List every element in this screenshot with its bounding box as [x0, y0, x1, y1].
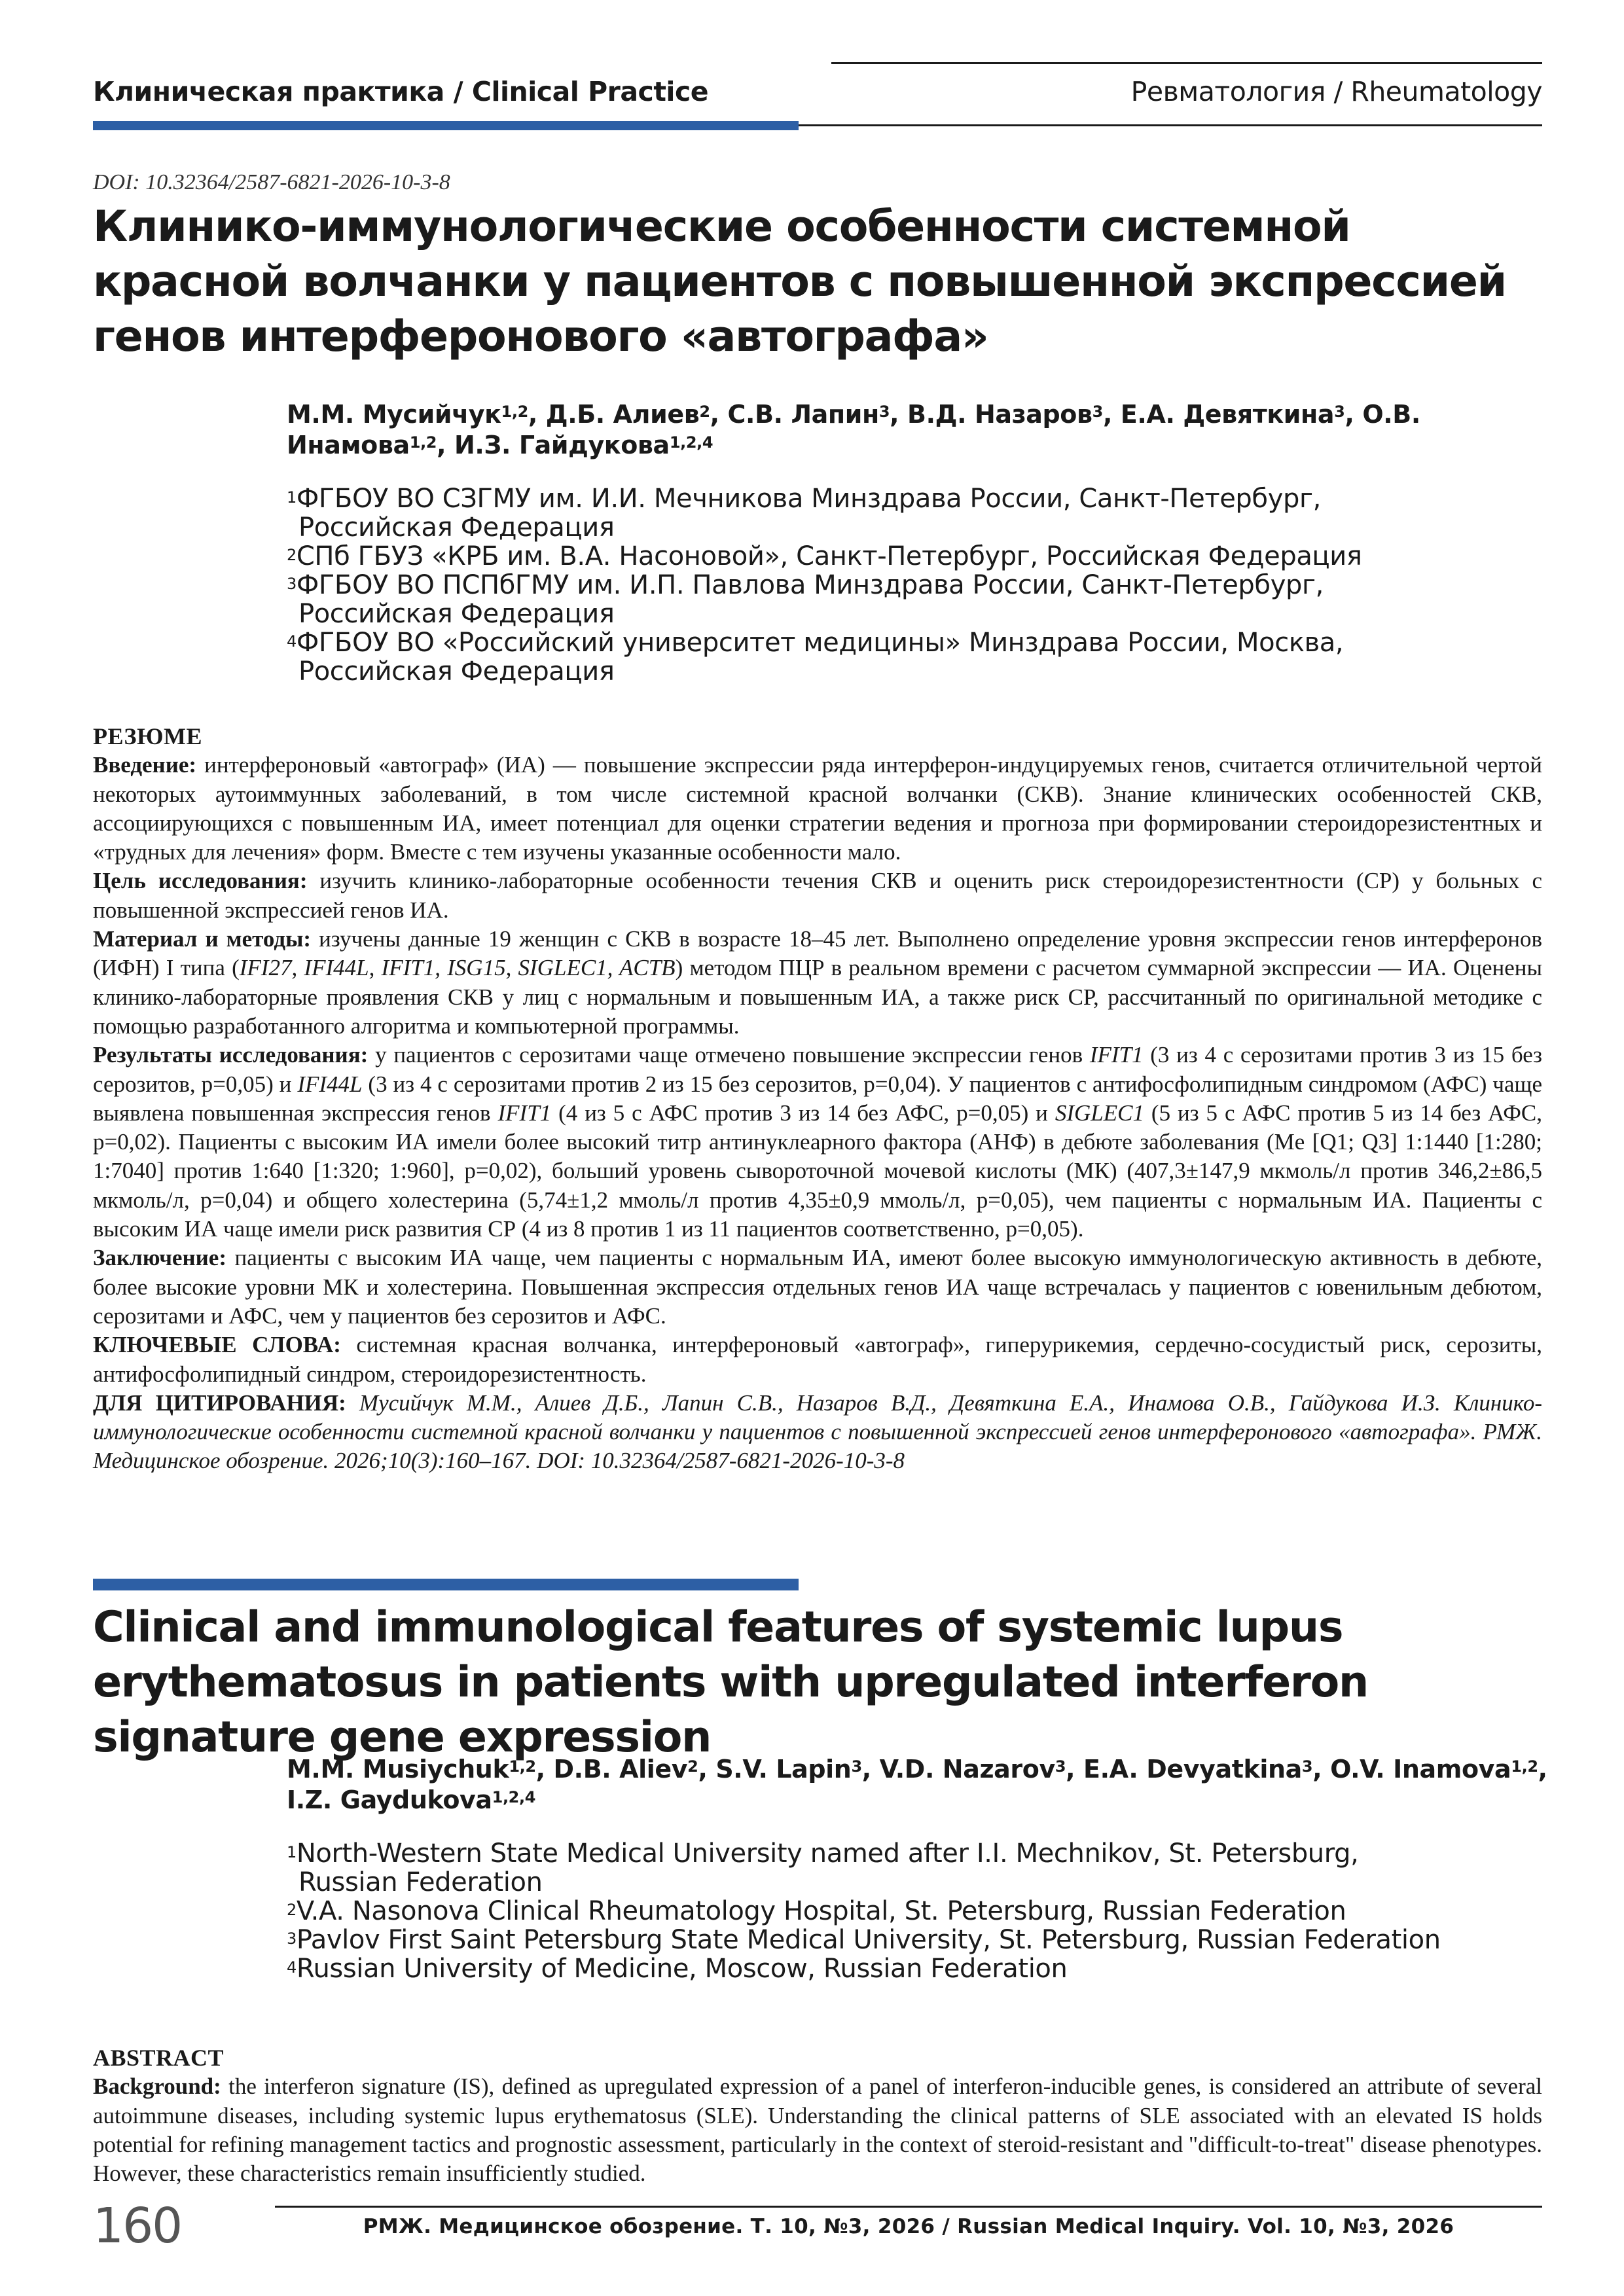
author-affiliation-index: 3: [851, 1757, 862, 1776]
abstract-heading-ru: РЕЗЮМЕ: [93, 723, 202, 749]
affiliation: [287, 484, 1550, 513]
affiliation: [287, 1926, 1550, 1954]
author: С.В. Лапин$^3$,: [727, 400, 908, 429]
author: М.М. Мусийчук$^{1,2}$,: [287, 400, 546, 429]
author-name: E.A. Devyatkina: [1083, 1755, 1302, 1784]
affiliation-text-continued: Российская Федерация: [298, 512, 615, 543]
abstract-intro: Введение: интерфероновый «автограф» (ИА) — повышение экспрессии ряда интерферон-индуцируемых генов, считается отличительной чертой некоторых аутоиммунных заболеваний, в том числе системной красной волчанки (СКВ). Знание клинических особенностей СКВ, ассоциирующихся с повышенным ИА, имеет потенциал для оценки стратегии ведения и прогноза при формировании стероидорезистентных и «трудных для лечения» форм. Вместе с тем изучены указанные особенности мало.: [93, 752, 1542, 865]
author-affiliation-index: 3: [1334, 403, 1345, 421]
affiliation-text-continued: Российская Федерация: [298, 656, 615, 687]
abstract-heading-en: ABSTRACT: [93, 2045, 225, 2071]
authors-en: [287, 1754, 1550, 1816]
doi: DOI: 10.32364/2587-6821-2026-10-3-8: [93, 170, 450, 194]
section-label-left: Клиническая практика / Clinical Practice: [93, 76, 709, 107]
author-affiliation-index: 3: [878, 403, 890, 421]
page-number: 160: [93, 2198, 182, 2254]
affiliation-text: V.A. Nasonova Clinical Rheumatology Hospital, St. Petersburg, Russian Federation: [296, 1896, 1346, 1926]
affiliation-index: 2: [287, 1901, 297, 1919]
author: В.Д. Назаров$^3$,: [907, 400, 1121, 429]
journal-citation-footer: РМЖ. Медицинское обозрение. Т. 10, №3, 2026 / Russian Medical Inquiry. Vol. 10, №3, 2026: [363, 2215, 1454, 2238]
affiliation: [287, 628, 1550, 657]
affiliation-index: 1: [287, 488, 297, 507]
section-divider-bar: [93, 1579, 799, 1590]
affiliation: [287, 1897, 1550, 1926]
author-name: O.V. Inamova: [1330, 1755, 1511, 1784]
author: S.V. Lapin$^3$,: [715, 1755, 880, 1784]
author-name: С.В. Лапин: [727, 400, 879, 429]
affiliation-index: 3: [287, 575, 297, 593]
affiliation-text-continued: Russian Federation: [298, 1867, 543, 1897]
author: D.B. Aliev$^2$,: [553, 1755, 716, 1784]
author: [287, 1785, 535, 1814]
affiliation-text: СПб ГБУЗ «КРБ им. В.А. Насоновой», Санкт-Петербург, Российская Федерация: [296, 541, 1362, 571]
author-name: D.B. Aliev: [553, 1755, 688, 1784]
section-label-right: Ревматология / Rheumatology: [1130, 76, 1542, 107]
affiliation: [287, 1839, 1550, 1868]
author-affiliation-index: 3: [1092, 403, 1103, 421]
affiliation: [287, 571, 1550, 600]
affiliation-index: 4: [287, 632, 297, 651]
header-accent-bar: [93, 121, 799, 130]
affiliation-text: Russian University of Medicine, Moscow, Russian Federation: [296, 1954, 1068, 1984]
affiliation-index: 3: [287, 1929, 297, 1948]
author-name: V.D. Nazarov: [879, 1755, 1055, 1784]
author-affiliation-index: 1,2,4: [492, 1788, 535, 1806]
affiliation: [287, 1954, 1550, 1983]
affiliation: [287, 542, 1550, 571]
abstract-conclusion: Заключение: пациенты с высоким ИА чаще, чем пациенты с нормальным ИА, имеют более высокую иммунологическую активность в дебюте, более высокие уровни МК и холестерина. Повышенная экспрессия отдельных генов ИА чаще встречалась у пациентов с ювенильным дебютом, серозитами и АФС, чем у пациентов без серозитов и АФС.: [93, 1245, 1542, 1329]
affiliation-index: 1: [287, 1843, 297, 1861]
author-name: И.З. Гайдукова: [454, 431, 670, 459]
title-ru: Клинико-иммунологические особенности системной красной волчанки у пациентов с повышенной экспрессией генов интерферонового «автографа»: [93, 202, 1506, 361]
affiliation-text: North-Western State Medical University named after I.I. Mechnikov, St. Petersburg,: [296, 1839, 1359, 1869]
author-affiliation-index: 3: [1055, 1757, 1066, 1776]
author-name: M.M. Musiychuk: [287, 1755, 509, 1784]
author-affiliation-index: 2: [699, 403, 710, 421]
citation: ДЛЯ ЦИТИРОВАНИЯ: Мусийчук М.М., Алиев Д.Б., Лапин С.В., Назаров В.Д., Девяткина Е.А., Инамова О.В., Гайдукова И.З. Клинико-иммунологические особенности системной красной волчанки у пациентов с повышенной экспрессией генов интерферонового «автографа». РМЖ. Медицинское обозрение. 2026;10(3):160–167. DOI: 10.32364/2587-6821-2026-10-3-8: [93, 1390, 1542, 1474]
author-affiliation-index: 2: [687, 1757, 698, 1776]
affiliation-text: ФГБОУ ВО «Российский университет медицины» Минздрава России, Москва,: [296, 628, 1344, 658]
author-name: S.V. Lapin: [715, 1755, 852, 1784]
author-affiliation-index: 3: [1301, 1757, 1313, 1776]
author-name: В.Д. Назаров: [907, 400, 1092, 429]
affiliations-en: [287, 1839, 1550, 1983]
author: О.В. Инамова$^{1,2}$,: [287, 400, 1420, 459]
abstract-aim: Цель исследования: изучить клинико-лабораторные особенности течения СКВ и оценить риск стероидорезистентности (СР) у больных с повышенной экспрессией генов ИА.: [93, 868, 1542, 923]
author-name: Д.Б. Алиев: [545, 400, 700, 429]
author-affiliation-index: 1,2,4: [669, 433, 713, 452]
abstract-methods: Материал и методы: изучены данные 19 женщин с СКВ в возрасте 18–45 лет. Выполнено определение уровня экспрессии генов интерферонов (ИФН) I типа (IFI27, IFI44L, IFIT1, ISG15, SIGLEC1, ACTB) методом ПЦР в реальном времени с расчетом суммарной экспрессии — ИА. Оценены клинико-лабораторные проявления СКВ у лиц с нормальным и повышенным ИА, а также риск СР, рассчитанный по оригинальной методике с помощью разработанного алгоритма и компьютерной программы.: [93, 926, 1542, 1039]
author-affiliation-index: 1,2: [1511, 1757, 1538, 1776]
affiliation-index: 4: [287, 1958, 297, 1977]
affiliation-text: ФГБОУ ВО СЗГМУ им. И.И. Мечникова Минздрава России, Санкт-Петербург,: [296, 484, 1321, 514]
affiliation-text: ФГБОУ ВО ПСПбГМУ им. И.П. Павлова Минздрава России, Санкт-Петербург,: [296, 570, 1324, 600]
author-name: I.Z. Gaydukova: [287, 1785, 492, 1814]
abstract-results: Результаты исследования: у пациентов с серозитами чаще отмечено повышение экспрессии генов IFIT1 (3 из 4 с серозитами против 3 из 15 без серозитов, p=0,05) и IFI44L (3 из 4 с серозитами против 2 из 15 без серозитов, p=0,04). У пациентов с антифосфолипидным синдромом (АФС) чаще выявлена повышенная экспрессия генов IFIT1 (4 из 5 с АФС против 3 из 14 без АФС, p=0,05) и SIGLEC1 (5 из 5 с АФС против 5 из 14 без АФС, p=0,02). Пациенты с высоким ИА имели более высокий титр антинуклеарного фактора (АНФ) в дебюте заболевания (Me [Q1; Q3] 1:1440 [1:280; 1:7040] против 1:640 [1:320; 1:960], p=0,02), больший уровень сывороточной мочевой кислоты (МК) (407,3±147,9 мкмоль/л против 346,2±86,5 мкмоль/л, p=0,04) и общего холестерина (5,74±1,2 ммоль/л против 4,35±0,9 ммоль/л, p=0,05), чем пациенты с нормальным ИА. Пациенты с высоким ИА чаще имели риск развития СР (4 из 8 против 1 из 11 пациентов соответственно, p=0,05).: [93, 1042, 1542, 1242]
title-en: Clinical and immunological features of systemic lupus erythematosus in patients with upregulated interferon signature gene expression: [93, 1603, 1368, 1762]
keywords: КЛЮЧЕВЫЕ СЛОВА: системная красная волчанка, интерфероновый «автограф», гиперурикемия, сердечно-сосудистый риск, серозиты, антифосфолипидный синдром, стероидорезистентность.: [93, 1332, 1542, 1387]
author-affiliation-index: 1,2: [509, 1757, 536, 1776]
header-top-rule: [831, 62, 1542, 64]
author: M.M. Musiychuk$^{1,2}$,: [287, 1755, 554, 1784]
affiliation-text: Pavlov First Saint Petersburg State Medical University, St. Petersburg, Russian Federation: [296, 1925, 1441, 1955]
abstract-background: Background: the interferon signature (IS), defined as upregulated expression of a panel of interferon-inducible genes, is considered an attribute of several autoimmune diseases, including systemic lupus erythematosus (SLE). Understanding the clinical patterns of SLE associated with an elevated IS holds potential for refining management tactics and prognostic assessment, particularly in the context of steroid-resistant and "difficult-to-treat" disease phenotypes. However, these characteristics remain insufficiently studied.: [93, 2073, 1542, 2187]
author: O.V. Inamova$^{1,2}$,: [1330, 1755, 1547, 1784]
abstract-en: [93, 2043, 1542, 2188]
affiliation-text-continued: Российская Федерация: [298, 599, 615, 629]
author: V.D. Nazarov$^3$,: [879, 1755, 1084, 1784]
authors-ru: [287, 399, 1550, 461]
author: Д.Б. Алиев$^2$,: [545, 400, 728, 429]
author: E.A. Devyatkina$^3$,: [1083, 1755, 1331, 1784]
author-affiliation-index: 1,2: [501, 403, 528, 421]
affiliations-ru: [287, 484, 1550, 686]
author-name: О.В. Инамова: [287, 400, 1420, 459]
footer-rule: [275, 2206, 1542, 2208]
author-affiliation-index: 1,2: [409, 433, 437, 452]
author-name: М.М. Мусийчук: [287, 400, 501, 429]
author: Е.А. Девяткина$^3$,: [1120, 400, 1363, 429]
author: [454, 431, 713, 459]
abstract-ru: [93, 722, 1542, 1476]
author-name: Е.А. Девяткина: [1120, 400, 1335, 429]
affiliation-index: 2: [287, 546, 297, 564]
